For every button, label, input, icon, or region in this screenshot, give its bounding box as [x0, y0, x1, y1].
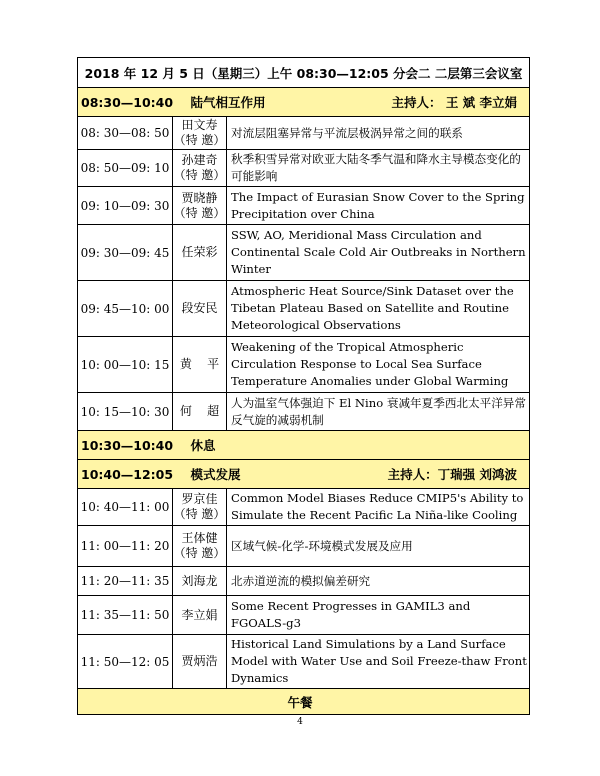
talk-time: 10: 15—10: 30	[78, 393, 173, 431]
talk-time: 11: 35—11: 50	[78, 596, 173, 635]
talk-time: 08: 30—08: 50	[78, 117, 173, 150]
talk-speaker: 任荣彩	[173, 225, 227, 281]
talk-title: Historical Land Simulations by a Land Surface Model with Water Use and Soil Freeze-thaw Front Dynamics	[227, 635, 530, 689]
talk-speaker: 段安民	[173, 281, 227, 337]
talk-title: 区域气候-化学-环境模式发展及应用	[227, 526, 530, 567]
page-number: 4	[297, 717, 303, 727]
talk-speaker: 黄 平	[173, 337, 227, 393]
talk-time: 08: 50—09: 10	[78, 150, 173, 187]
talk-speaker: 王体健 （特 邀）	[173, 526, 227, 567]
talk-speaker: 李立娟	[173, 596, 227, 635]
talk-time: 09: 45—10: 00	[78, 281, 173, 337]
lunch-label: 午餐	[287, 694, 313, 710]
table-row	[78, 225, 530, 281]
talk-title: Some Recent Progresses in GAMIL3 and FGOALS-g3	[227, 596, 530, 635]
section-title: 10:40—12:05 模式发展	[81, 467, 241, 482]
talk-title: Atmospheric Heat Source/Sink Dataset over the Tibetan Plateau Based on Satellite and Routine Meteorological Observations	[227, 281, 530, 337]
table-row	[78, 150, 530, 187]
table-row	[78, 635, 530, 689]
table-row	[78, 567, 530, 596]
break-label: 10:30—10:40 休息	[81, 438, 216, 453]
talk-speaker: 田文寿 （特 邀）	[173, 117, 227, 150]
talk-speaker: 贾炳浩	[173, 635, 227, 689]
schedule-table	[77, 57, 530, 715]
header-row	[78, 58, 530, 88]
talk-time: 11: 00—11: 20	[78, 526, 173, 567]
section-row-lunch	[78, 689, 530, 715]
section-row-land-atmosphere	[78, 88, 530, 117]
table-row	[78, 393, 530, 431]
talk-time: 10: 40—11: 00	[78, 489, 173, 526]
section-host: 主持人：丁瑞强 刘鸿波	[387, 467, 518, 482]
section-row-model-development	[78, 460, 530, 489]
table-row	[78, 596, 530, 635]
talk-title: 对流层阻塞异常与平流层极涡异常之间的联系	[227, 117, 530, 150]
talk-title: Common Model Biases Reduce CMIP5's Ability to Simulate the Recent Pacific La Niña-like Cooling	[227, 489, 530, 526]
table-row	[78, 526, 530, 567]
talk-speaker: 孙建奇 （特 邀）	[173, 150, 227, 187]
talk-time: 09: 30—09: 45	[78, 225, 173, 281]
talk-time: 11: 50—12: 05	[78, 635, 173, 689]
session-header: 2018 年 12 月 5 日（星期三）上午 08:30—12:05 分会二 二层第三会议室	[78, 58, 530, 88]
table-row	[78, 489, 530, 526]
section-row-break	[78, 431, 530, 460]
talk-title: Weakening of the Tropical Atmospheric Circulation Response to Local Sea Surface Temperature Anomalies under Global Warming	[227, 337, 530, 393]
table-row	[78, 117, 530, 150]
section-title: 08:30—10:40 陆气相互作用	[81, 95, 266, 110]
table-row	[78, 187, 530, 225]
talk-speaker: 贾晓静 （特 邀）	[173, 187, 227, 225]
table-row	[78, 281, 530, 337]
talk-title: The Impact of Eurasian Snow Cover to the Spring Precipitation over China	[227, 187, 530, 225]
talk-speaker: 刘海龙	[173, 567, 227, 596]
talk-speaker: 何 超	[173, 393, 227, 431]
talk-title: 人为温室气体强迫下 El Nino 衰减年夏季西北太平洋异常反气旋的减弱机制	[227, 393, 530, 431]
talk-time: 09: 10—09: 30	[78, 187, 173, 225]
talk-time: 10: 00—10: 15	[78, 337, 173, 393]
talk-title: SSW, AO, Meridional Mass Circulation and Continental Scale Cold Air Outbreaks in Northern Winter	[227, 225, 530, 281]
talk-title: 北赤道逆流的模拟偏差研究	[227, 567, 530, 596]
talk-title: 秋季积雪异常对欧亚大陆冬季气温和降水主导模态变化的可能影响	[227, 150, 530, 187]
talk-time: 11: 20—11: 35	[78, 567, 173, 596]
talk-speaker: 罗京佳 （特 邀）	[173, 489, 227, 526]
section-host: 主持人： 王 斌 李立娟	[391, 95, 518, 110]
table-row	[78, 337, 530, 393]
